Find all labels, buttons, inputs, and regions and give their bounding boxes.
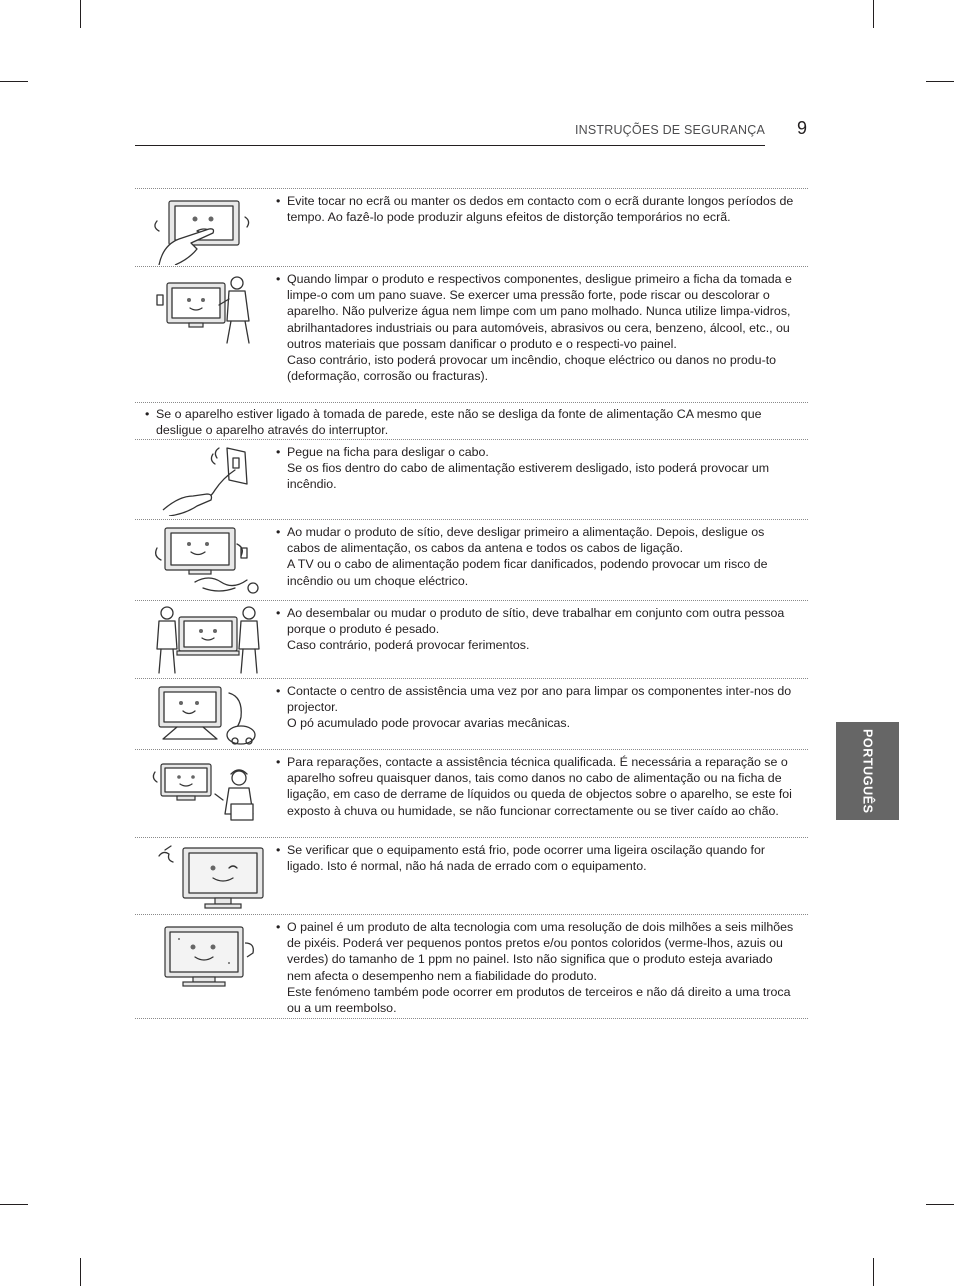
tv-and-technician-illustration xyxy=(149,756,267,826)
crop-mark xyxy=(926,81,954,82)
language-tab-label: PORTUGUÊS xyxy=(860,728,875,814)
bullet-glyph: • xyxy=(276,920,281,934)
bullet-glyph: • xyxy=(276,272,281,286)
page-number: 9 xyxy=(797,118,808,138)
crop-mark xyxy=(0,1204,28,1205)
person-cleaning-tv-illustration xyxy=(149,273,267,345)
running-header-title: INSTRUÇÕES DE SEGURANÇA xyxy=(574,123,765,137)
item-text: Contacte o centro de assistência uma vez por ano para limpar os componentes inter-nos do projector. xyxy=(287,684,792,715)
bullet-glyph: • xyxy=(276,606,281,620)
header-rule xyxy=(135,145,765,146)
safety-item xyxy=(135,600,808,678)
item-text: Evite tocar no ecrã ou manter os dedos em contacto com o ecrã durante longos períodos de tempo. Ao fazê-lo pode produzir alguns efeitos de distorção temporários no ecrã. xyxy=(287,194,794,225)
item-text: Pegue na ficha para desligar o cabo. xyxy=(287,445,489,459)
bullet-glyph: • xyxy=(276,525,281,539)
item-text: Se verificar que o equipamento está frio, pode ocorrer uma ligeira oscilação quando for ligado. Isto é normal, não há nada de errado com o equipamento. xyxy=(287,843,766,874)
safety-item xyxy=(135,519,808,600)
bullet-glyph: • xyxy=(145,407,150,421)
item-text: O painel é um produto de alta tecnologia com uma resolução de dois milhões a seis milhões de pixéis. Poderá ver pequenos pontos pretos e/ou pontos coloridos (verme-lhos, azuis ou verdes) do tamanho de 1 ppm no painel. Isto não significa que o produto esteja avariado nem afecta o desempenho nem a fiabilidade do produto. xyxy=(287,920,794,983)
winking-tv-illustration xyxy=(149,842,267,912)
item-text: Ao mudar o produto de sítio, deve desligar primeiro a alimentação. Depois, desligue os cabos de alimentação, os cabos da antena e todos os cabos de ligação. xyxy=(287,525,765,556)
safety-item xyxy=(135,188,808,266)
crop-mark xyxy=(80,1258,81,1286)
item-text-continuation: Caso contrário, poderá provocar ferimentos. xyxy=(287,638,530,653)
language-tab xyxy=(836,722,899,820)
item-text: Para reparações, contacte a assistência técnica qualificada. É necessária a reparação se o aparelho sofreu quaisquer danos, tais como danos no cabo de alimentação ou na ficha de ligação, em caso de derrame de líquidos ou queda de objectos sobre o aparelho, se este foi exposto à chuva ou humidade, se não funcionar correctamente ou se tiver caído ao chão. xyxy=(287,755,792,818)
crop-mark xyxy=(0,81,28,82)
safety-item xyxy=(135,914,808,1019)
item-text-continuation: Este fenómeno também pode ocorrer em produtos de terceiros e não dá direito a uma troca ou a um reembolso. xyxy=(287,984,791,1016)
item-text-continuation: Caso contrário, isto poderá provocar um incêndio, choque eléctrico ou danos no produ-to (deformação, corrosão ou fracturas). xyxy=(287,353,777,384)
safety-item xyxy=(135,837,808,914)
safety-item xyxy=(135,439,808,519)
tv-and-vacuum-cleaner-illustration xyxy=(149,683,267,747)
safety-item xyxy=(135,266,808,402)
crop-mark xyxy=(926,1204,954,1205)
item-text: Se o aparelho estiver ligado à tomada de parede, este não se desliga da fonte de alimentação CA mesmo que desligue o aparelho através do interruptor. xyxy=(156,407,762,438)
crop-mark xyxy=(873,0,874,28)
item-text-continuation: A TV ou o cabo de alimentação podem ficar danificados, podendo provocar um risco de incêndio ou um choque eléctrico. xyxy=(287,557,768,588)
hand-pulling-plug-illustration xyxy=(149,444,267,516)
bullet-glyph: • xyxy=(276,684,281,698)
tv-pixel-dots-illustration xyxy=(149,923,267,993)
safety-item xyxy=(135,402,808,439)
bullet-glyph: • xyxy=(276,445,281,459)
crop-mark xyxy=(873,1258,874,1286)
tv-with-cables-illustration xyxy=(149,524,267,596)
safety-item xyxy=(135,749,808,837)
item-text-continuation: O pó acumulado pode provocar avarias mecânicas. xyxy=(287,716,571,731)
item-text: Quando limpar o produto e respectivos componentes, desligue primeiro a ficha da tomada e limpe-o com um pano suave. Se exercer uma pressão forte, pode riscar ou descolorar o aparelho. Não pulverize água nem limpe com um pano molhado. Nunca utilize limpa-vidros, abrilhantadores industriais ou para automóveis, abrasivos ou cera, benzeno, álcool, etc., ou outros materiais que possam danificar o produto e o respecti-vo painel. xyxy=(287,272,792,351)
crop-mark xyxy=(80,0,81,28)
bullet-glyph: • xyxy=(276,755,281,769)
safety-item xyxy=(135,678,808,749)
item-text-continuation: Se os fios dentro do cabo de alimentação estiverem desligado, isto poderá provocar um incêndio. xyxy=(287,461,770,492)
bullet-glyph: • xyxy=(276,843,281,857)
finger-touching-screen-illustration xyxy=(149,193,267,265)
bullet-glyph: • xyxy=(276,194,281,208)
item-text: Ao desembalar ou mudar o produto de sítio, deve trabalhar em conjunto com outra pessoa porque o produto é pesado. xyxy=(287,606,785,637)
two-people-carrying-tv-illustration xyxy=(149,603,267,675)
